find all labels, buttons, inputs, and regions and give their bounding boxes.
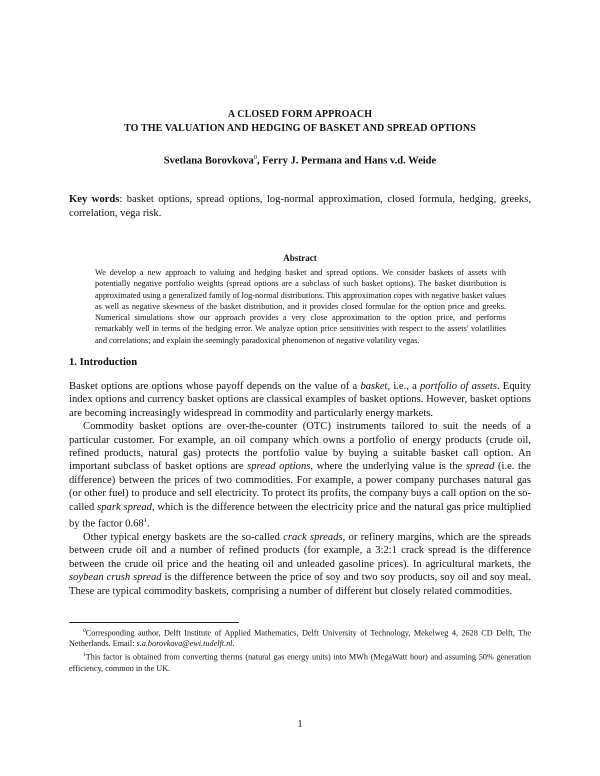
- author-1: Svetlana Borovkova: [163, 155, 254, 167]
- footnote-text: .: [232, 639, 235, 649]
- emphasis: soybean crush spread: [69, 572, 162, 584]
- text-run: , i.e., a: [387, 381, 420, 392]
- footnote-text: This factor is obtained from converting therms (natural gas energy units) into MWh (MegaWatt hour) and assuming 50% generation efficiency, common in the UK.: [69, 652, 531, 673]
- text-run: Commodity basket options are over-the-counter (OTC) instruments tailored to suit the needs of a particular customer. For example, an oil company which owns a portfolio of energy products (crude oil, refined products, natural gas) protects the portfolio value by buying a suitable basket call option. An important subclass of basket options are: [69, 421, 531, 473]
- section-heading-introduction: 1. Introduction: [69, 357, 138, 368]
- footnote-mark: 1: [83, 652, 86, 659]
- emphasis: portfolio of assets: [419, 381, 497, 392]
- paper-title-line1: A CLOSED FORM APPROACH: [227, 109, 373, 120]
- text-run: Basket options are options whose payoff depends on the value of a: [69, 381, 361, 392]
- text-run: is the difference between the price of soy and two soy products, soy oil and soy meal. These are typical commodity baskets, comprising a number of different but closely related commodities.: [69, 572, 532, 597]
- keywords: [69, 193, 531, 221]
- emphasis: basket: [360, 381, 388, 392]
- author-list: [0, 154, 600, 167]
- text-run: .: [146, 518, 150, 530]
- footnote-mark: 0: [83, 628, 86, 634]
- text-run: . Equity index options and currency basket options are classical examples of basket options. However, basket options are becoming increasingly widespread in commodity and particularly energy markets.: [69, 381, 532, 419]
- footnote-ref-1[interactable]: 1: [143, 517, 147, 525]
- paragraph-3: [69, 531, 531, 598]
- other-authors: , Ferry J. Permana and Hans v.d. Weide: [257, 155, 437, 167]
- footnote-1: [69, 650, 531, 674]
- text-run: Other typical energy baskets are the so-called: [83, 532, 284, 543]
- introduction-body: [69, 380, 531, 598]
- emphasis: spark spread: [97, 501, 152, 513]
- page-number: 1: [297, 719, 303, 730]
- abstract-heading: Abstract: [283, 253, 317, 263]
- footnote-text: Corresponding author, Delft Institute of Applied Mathematics, Delft University of Technology, Mekelweg 4, 2628 CD Delft, The Netherlands. Email:: [69, 628, 531, 649]
- abstract-text: We develop a new approach to valuing and hedging basket and spread options. We consider baskets of assets with potentially negative portfolio weights (spread options are a subclass of such basket options). The basket distribution is approximated using a generalized family of log-normal distributions. This approximation copes with negative basket values as well as negative skewness of the basket distribution, and it provides closed formulae for the option price and greeks. Numerical simulations show our approach provides a very close approximation to the option price, and performs remarkably well in terms of the hedging error. We analyze option price sensitivities with respect to the assets' volatilities and correlations; and explain the seemingly paradoxical phenomenon of negative volatility vegas.: [95, 268, 506, 345]
- author-email-link[interactable]: s.a.borovkova@ewi.tudelft.nl: [136, 639, 233, 649]
- text-run: , which is the difference between the electricity price and the natural gas price multiplied by the factor 0.68: [69, 501, 531, 530]
- emphasis: spread options: [247, 461, 311, 473]
- emphasis: crack spreads: [283, 532, 343, 543]
- text-run: , or refinery margins, which are the spreads between crude oil and a number of refined products (for example, a 3:2:1 crack spread is the difference between the crude oil price and the heating oil and unleaded gasoline prices). In agricultural markets, the: [69, 532, 531, 570]
- footnote-0: [69, 626, 531, 650]
- emphasis: spread: [465, 461, 495, 473]
- footnote-divider: [69, 622, 239, 623]
- keywords-label: Key words: [69, 194, 120, 205]
- paper-title-line2: TO THE VALUATION AND HEDGING OF BASKET AND SPREAD OPTIONS: [124, 123, 476, 134]
- paragraph-2: [69, 420, 531, 531]
- footnotes: [69, 626, 531, 674]
- text-run: (i.e. the difference) between the prices of two commodities. For example, a power company purchases natural gas (or other fuel) to produce and sell electricity. To protect its profits, the company buys a call option on the so-called: [69, 461, 531, 513]
- paragraph-1: [69, 380, 531, 420]
- text-run: , where the underlying value is the: [310, 461, 466, 473]
- keywords-text: : basket options, spread options, log-normal approximation, closed formula, hedging, greeks, correlation, vega risk.: [69, 194, 531, 219]
- author-1-footnote-mark: 0: [253, 154, 257, 161]
